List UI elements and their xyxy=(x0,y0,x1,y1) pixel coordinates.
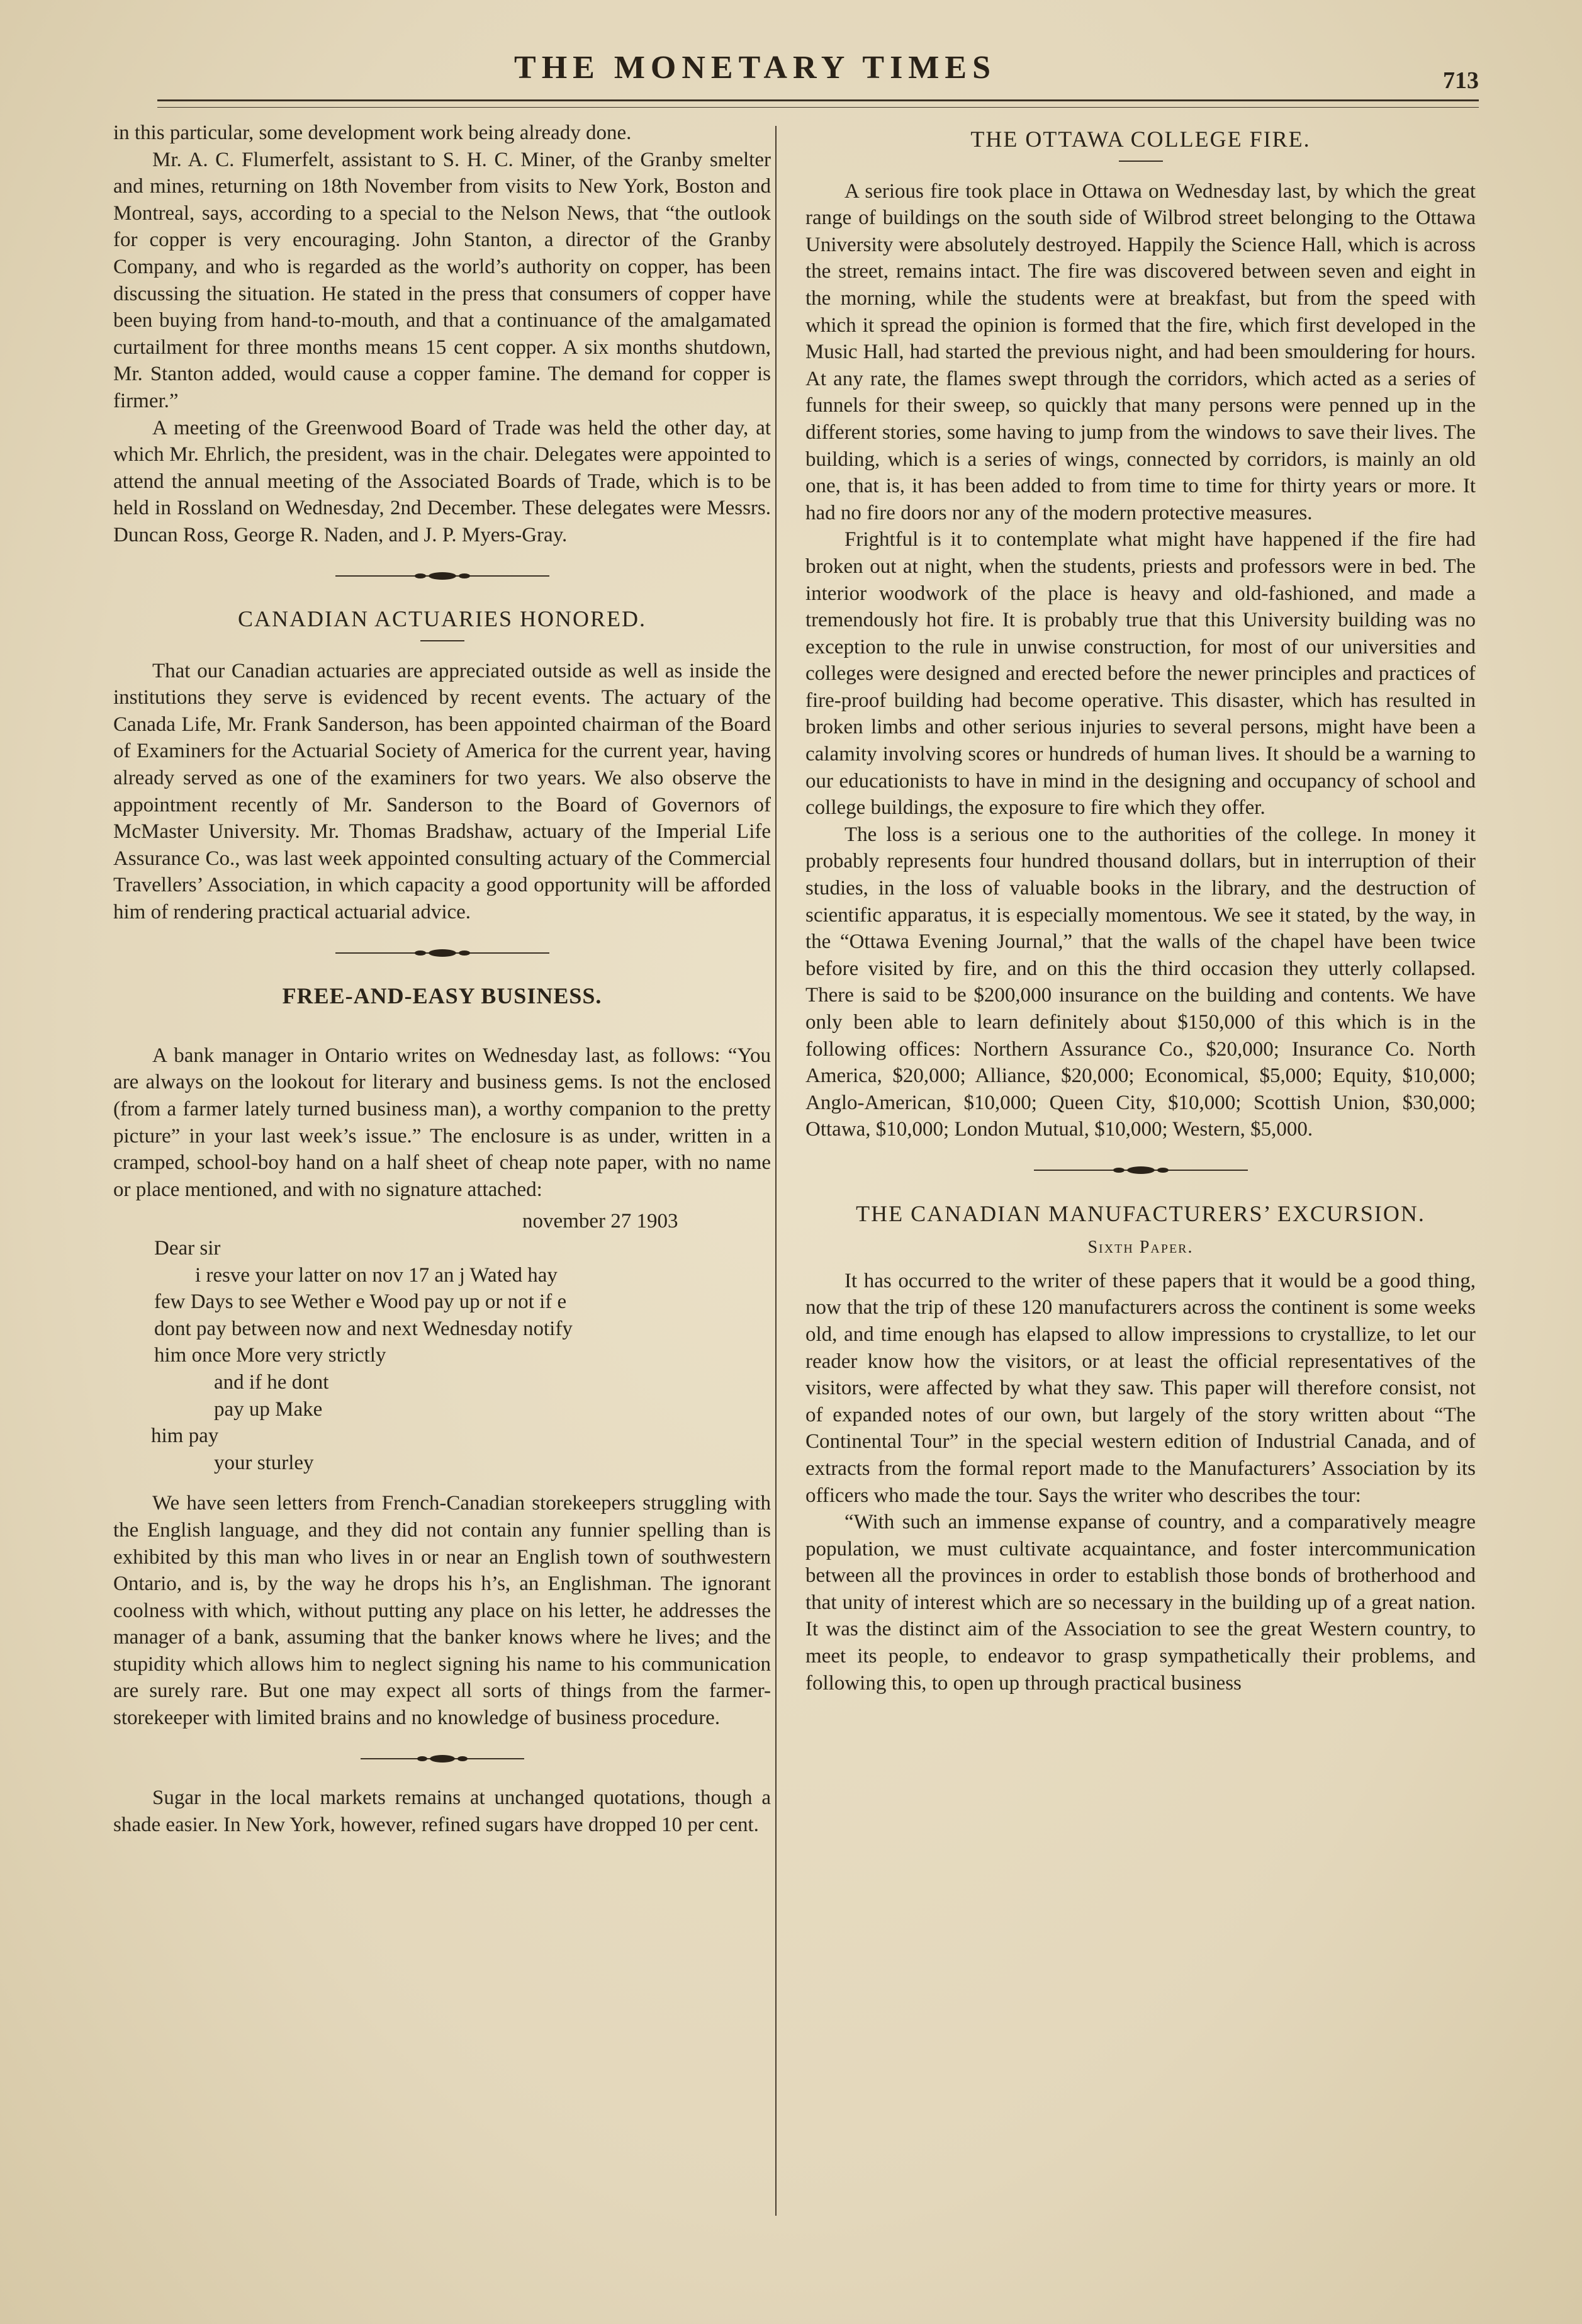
paragraph: A bank manager in Ontario writes on Wednesday last, as follows: “You are always on the lookout for literary and business gems. Is not the enclosed (from a farmer lately turned business man), a worthy companion to the pretty picture” in your last week’s issue.” The enclosure is as under, written in a cramped, school-boy hand on a half sheet of cheap note paper, with no name or place mentioned, and with no signature attached: xyxy=(113,1044,771,1201)
paragraph: It has occurred to the writer of these papers that it would be a good thing, now that the trip of these 120 manufacturers across the continent is some weeks old, and time enough has elapsed to allow impressions to crystallize, to let our reader know how the visitors, or at least the official representatives of the visitors, were affected by what they saw. This paper will therefore consist, not of expanded notes of our own, but largely of the story written about “The Continental Tour” in the special western edition of Industrial Canada, and of extracts from the formal report made to the Manufacturers’ Association by its officers who made the tour. Says the writer who describes the tour: xyxy=(805,1269,1476,1507)
header-rule xyxy=(157,99,1479,101)
section-heading-actuaries: CANADIAN ACTUARIES HONORED. xyxy=(237,606,646,632)
letter-line: him pay xyxy=(151,1424,219,1448)
letter-line: pay up Make xyxy=(214,1397,323,1421)
letter-line: i resve your latter on nov 17 an j Wated hay xyxy=(195,1263,558,1287)
ornament-divider xyxy=(113,1746,771,1773)
paragraph: That our Canadian actuaries are appreciated outside as well as inside the institutions they serve is evidenced by recent events. The actuary of the Canada Life, Mr. Frank Sanderson, has been appointed chairman of the Board of Examiners for the Actuarial Society of America for the current year, having already served as one of the examiners for two years. We also observe the appointment recently of Mr. Sanderson to the Board of Governors of McMaster University. Mr. Thomas Bradshaw, actuary of the Imperial Life Assurance Co., was last week appointed consulting actuary of the Commercial Travellers’ Association, in which capacity a good opportunity will be afforded him of rendering practical actuarial advice. xyxy=(113,659,771,924)
ornament-divider xyxy=(113,563,771,590)
letter-salutation: Dear sir xyxy=(154,1236,221,1260)
masthead: THE MONETARY TIMES xyxy=(514,50,996,86)
ornament-divider xyxy=(113,940,771,967)
quoted-letter xyxy=(113,1208,771,1476)
paragraph: A meeting of the Greenwood Board of Trade was held the other day, at which Mr. Ehrlich, the president, was in the chair. Delegates were appointed to attend the annual meeting of the Associated Boards of Trade, which is to be held in Rossland on Wednesday, 2nd December. These delegates were Messrs. Duncan Ross, George R. Naden, and J. P. Myers-Gray. xyxy=(113,416,771,546)
paragraph: “With such an immense expanse of country, and a comparatively meagre population, we must cultivate acquaintance, and foster intercommunication between all the provinces in order to establish those bonds of brotherhood and that unity of interest which are so necessary in the building up of a great nation. It was the distinct aim of the Association to see the great Western country, to meet its people, to endeavor to grasp sympathetically their problems, and following this, to open up through practical business xyxy=(805,1511,1476,1695)
paragraph: in this particular, some development work being already done. xyxy=(113,121,632,144)
paragraph: Sugar in the local markets remains at unchanged quotations, though a shade easier. In New York, however, refined sugars have dropped 10 per cent. xyxy=(113,1786,771,1836)
letter-line: few Days to see Wether e Wood pay up or not if e xyxy=(154,1290,567,1314)
letter-line: dont pay between now and next Wednesday notify xyxy=(154,1317,573,1340)
section-heading-ottawa-fire: THE OTTAWA COLLEGE FIRE. xyxy=(970,127,1311,152)
ornament-divider xyxy=(805,1157,1476,1184)
paragraph: We have seen letters from French-Canadian storekeepers struggling with the English language, and they did not contain any funnier spelling than is exhibited by this man who lives in or near an English town of southwestern Ontario, and is, by the way he drops his h’s, an Englishman. The ignorant coolness with which, without putting any place on his letter, he addresses the manager of a bank, assuming that the banker knows where he lives; and the stupidity which allows him to neglect signing his name to his communication are surely rare. But one may expect all sorts of things from the farmer-storekeeper with limited brains and no knowledge of business procedure. xyxy=(113,1492,771,1730)
section-heading-manufacturers-excursion: THE CANADIAN MANUFACTURERS’ EXCURSION. xyxy=(856,1200,1425,1226)
section-subheading: Sixth Paper. xyxy=(1087,1238,1194,1258)
paragraph: The loss is a serious one to the authorities of the college. In money it probably represents four hundred thousand dollars, but in interruption of their studies, in the loss of valuable books in the library, and the destruction of scientific apparatus, it is especially momentous. We see it stated, by the way, in the “Ottawa Evening Journal,” that the walls of the chapel have been twice before visited by fire, and on this the third occasion they utterly collapsed. There is said to be $200,000 insurance on the building and contents. We have only been able to learn definitely about $150,000 of this which is in the following offices: Northern Assurance Co., $20,000; Insurance Co. North America, $20,000; Alliance, $20,000; Economical, $5,000; Equity, $10,000; Anglo-American, $10,000; Queen City, $10,000; Scottish Union, $30,000; Ottawa, $10,000; London Mutual, $10,000; Western, $5,000. xyxy=(805,823,1476,1141)
heading-rule xyxy=(1119,161,1163,162)
heading-rule xyxy=(420,640,464,641)
left-column xyxy=(113,120,771,1838)
letter-line: your sturley xyxy=(214,1451,314,1474)
letter-line: and if he dont xyxy=(214,1370,329,1394)
paragraph: Frightful is it to contemplate what might have happened if the fire had broken out at night, when the students, priests and professors were in bed. The interior woodwork of the place is heavy and old-fashioned, and made a tremendously hot fire. It is probably true that this University building was no exception to the rule in unwise construction, for most of our universities and colleges were designed and erected before the newer principles and practices of fire-proof building had become operative. This disaster, which has resulted in broken limbs and other serious injuries to several persons, might have been a calamity involving scores or hundreds of human lives. It should be a warning to our educationists to have in mind in the designing and occupancy of school and college buildings, the exposure to fire which they offer. xyxy=(805,528,1476,820)
letter-date: november 27 1903 xyxy=(522,1210,678,1233)
spacer xyxy=(113,1017,771,1042)
paragraph: A serious fire took place in Ottawa on Wednesday last, by which the great range of buildings on the south side of Wilbrod street belonging to the Ottawa University were absolutely destroyed. Happily the Science Hall, which is across the street, remains intact. The fire was discovered between seven and eight in the morning, while the students were at breakfast, but from the speed with which it spread the opinion is formed that the fire, which first developed in the Music Hall, had started the previous night, and had been smouldering for hours. At any rate, the flames swept through the corridors, which acted as a series of funnels for their sweep, so quickly that many persons were penned up in the different stories, some having to jump from the windows to save their lives. The building, which is a series of wings, connected by corridors, is mainly an old one, that is, it has been added to from time to time for thirty years or more. It had no fire doors nor any of the modern protective measures. xyxy=(805,179,1476,524)
letter-line: him once More very strictly xyxy=(154,1344,386,1367)
paragraph: Mr. A. C. Flumerfelt, assistant to S. H. C. Miner, of the Granby smelter and mines, returning on 18th November from visits to New York, Boston and Montreal, says, according to a special to the Nelson News, that “the outlook for copper is very encouraging. John Stanton, a director of the Granby Company, and who is regarded as the world’s authority on copper, has been discussing the situation. He stated in the press that consumers of copper have been buying from hand-to-mouth, and that a continuance of the amalgamated curtailment for three months means 15 cent copper. A six months shutdown, Mr. Stanton added, would cause a copper famine. The demand for copper is firmer.” xyxy=(113,148,771,412)
right-column xyxy=(805,126,1476,1696)
page-header xyxy=(157,49,1479,118)
header-rule-thin xyxy=(157,107,1479,108)
page-number: 713 xyxy=(1443,67,1479,94)
column-divider xyxy=(775,126,777,2216)
section-heading-free-and-easy: FREE-AND-EASY BUSINESS. xyxy=(282,983,602,1009)
